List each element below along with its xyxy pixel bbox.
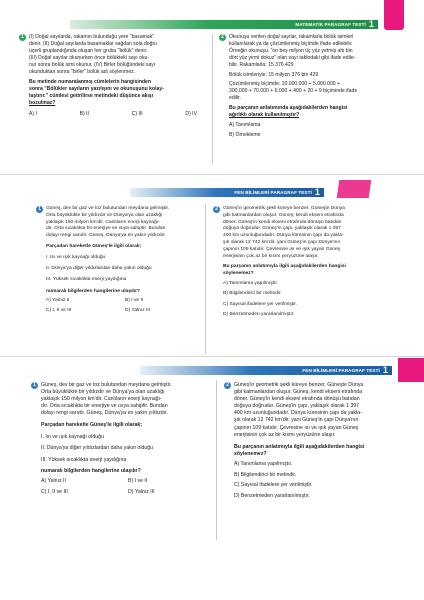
option-d[interactable]: D) Benzetmeden yararlanılmıştır. — [234, 492, 310, 499]
question-stem: Bu parçanın anlatımında aşağıdakilerden hangisi ağırlıklı olarak kullanılmıştır? — [229, 105, 348, 119]
bolukler-line: Bölük isimleriyle: 15 milyon 376 bin 429 — [229, 71, 319, 78]
option-a[interactable]: A) Tanımlama — [229, 121, 261, 128]
question-paragraph: Güneş, dev bir gaz ve toz bulutundan meydana gelmiştir. Orta büyüklükte bir yıldızdır ve Dünya'ya olan uzaklığı yaklaşık 150 milyon km'dir. Canlıların enerji kaynağı- dır. Orta sıcaklıkta bir enerjiye ve ısıya sahiptir. Bundan dolayı rengi sarıdır. Güneş, Dünya'ya en yakın yıldızdır. — [41, 382, 172, 417]
option-c[interactable]: C) Sayısal ifadelere yer verilmiştir. — [223, 301, 297, 307]
pink-corner-tab — [384, 0, 404, 30]
option-c[interactable]: C) I, II ve III — [41, 488, 68, 495]
question-stem: Bu parçanın anlatımıyla ilgili aşağıdakilerden hangisi söylenemez? — [223, 264, 346, 277]
option-b[interactable]: B) Bilgilendirici bir metindir. — [234, 471, 297, 478]
question-stem: Parçadan hareketle Güneş'le ilgili olarak; — [41, 422, 142, 429]
option-c[interactable]: C) Sayısal ifadelere yer verilmiştir. — [234, 482, 313, 489]
question-1 — [31, 382, 215, 496]
option-c[interactable]: C) I, II ve III — [46, 308, 72, 314]
answer-options — [41, 478, 215, 495]
question-paragraph: Güneş'in geometrik şekli küreye benzer. Güneşte Dünya gibi katmanlardan oluşur. Güneş; kendi ekseni etrafında döner. Güneş'in kendi ekseni etrafında dönüşü batıdan doğuya doğrudur. Güneş'in çapı, yaklaşık olarak 1 397 400 km uzunluğundadır. Dünya küresinin çapı da yakla- şık olarak 12 742 km'dir. yani Güneş'in çapı Dünya'nın çapının 109 katıdır. Çevresine ısı ve ışık yayan Güneş enerjisinin çok az bir kısmı yeryüzüne ulaşır. — [234, 382, 364, 438]
question-stem: Bu metinde numaralanmış cümlelerin hangisinden sonra "Bölükler sayıların yazılışını ve okunuşunu kolay- laştırır." cümlesi getirilirse metindeki düşünce akışı bozulmaz? — [29, 79, 164, 107]
page-banner — [140, 366, 392, 375]
question-1 — [19, 34, 209, 118]
question-stem-2: numaralı bilgilerden hangilerine ulaşılır? — [41, 468, 141, 475]
statement-i: I. Isı ve ışık kaynağı olduğu — [46, 254, 106, 260]
page-banner — [130, 188, 324, 197]
page-banner — [70, 20, 378, 29]
answer-options — [29, 111, 209, 118]
question-paragraph: Okunuşu verilen doğal sayılar, rakamlarla bölük isimleri kullanılarak ya da çözümlenmiş biçimde ifade edilebilir. Örneğin okunuşu, "on beş milyon üç yüz yetmiş altı bin dört yüz yirmi dokuz" olan sayı tablodaki gibi ifade edile- bilir. Rakamlarla: 15.376.429 — [229, 34, 356, 68]
option-a[interactable]: A) Tanımlama yapılmıştır. — [234, 460, 293, 467]
question-stem: Parçadan hareketle Güneş'le ilgili olarak; — [46, 243, 142, 249]
statement-ii: II. Dünya'ya diğer yıldızlardan daha yakın olduğu — [46, 266, 152, 272]
answer-options — [229, 122, 407, 139]
question-2 — [213, 206, 383, 322]
question-number-badge: 1 — [36, 206, 43, 213]
option-b[interactable]: B) I ve II — [125, 298, 144, 304]
question-paragraph: (I) Doğal sayılarda, rakamın bulunduğu yere "basamak" denir. (II) Doğal sayılarda basamaklar sağdan sola doğru üçerli gruplandığında oluşan her gruba "bölük" denir. (III) Doğal sayılar okunurken önce bölükteki sayı oku- nur sonra bölük ismi okunur. (IV) Birler bölüğündeki sayı okunduktan sonra "birler" bölük adı söylenmez. — [29, 34, 157, 75]
option-a[interactable]: A) Yalnız II — [46, 298, 70, 304]
statement-i: I. Isı ve ışık kaynağı olduğu — [41, 433, 104, 440]
cozumlenmis-text: Çözümlenmiş biçimde: 10.000.000 + 5.000.000 + 300.000 + 70.000 + 6.000 + 400 + 20 + 9 biçiminde ifade edilir. — [229, 81, 358, 102]
page-math-test — [0, 0, 424, 172]
page-separator — [0, 356, 424, 357]
question-stem-2: numaralı bilgilerden hangilerine ulaşılır? — [46, 288, 141, 294]
option-d[interactable]: D) IV — [185, 111, 197, 118]
option-a[interactable]: A) Tanımlama yapılmıştır. — [223, 280, 279, 286]
question-number-badge: 2 — [213, 206, 220, 213]
question-paragraph: Güneş, dev bir gaz ve toz bulutundan meydana gelmiştir. Orta büyüklükte bir yıldızdır ve Dünya'ya olan uzaklığı yaklaşık 150 milyon km'dir. Canlıların enerji kaynağı- dır. Orta sıcaklıkta bir enerjiye ve ısıya sahiptir. Bundan dolayı rengi sarıdır. Güneş, Dünya'ya en yakın yıldızdır. — [46, 206, 170, 239]
banner-title: FEN BİLİMLERİ PARAGRAF TESTİ — [302, 368, 380, 373]
banner-title: MATEMATİK PARAGRAF TESTİ — [295, 22, 366, 27]
column-divider — [212, 34, 213, 164]
question-number-badge: 1 — [19, 34, 26, 41]
option-c[interactable]: C) III — [131, 111, 143, 118]
column-divider — [205, 204, 206, 354]
statement-list — [46, 255, 204, 284]
question-1 — [36, 206, 204, 315]
option-b[interactable]: B) II — [79, 111, 89, 118]
answer-options — [46, 298, 204, 315]
banner-number: 1 — [382, 365, 388, 375]
option-b[interactable]: B) I ve II — [128, 478, 148, 485]
statement-iii: III. Yüksek sıcaklıkta enerji yaydığına — [41, 456, 127, 463]
statement-ii: II. Dünya'ya diğer yıldızlardan daha yakın olduğu — [41, 445, 154, 452]
question-stem: Bu parçanın anlatımıyla ilgili aşağıdakilerden hangisi söylenemez? — [234, 443, 365, 457]
question-number-badge: 1 — [31, 382, 38, 389]
option-d[interactable]: D) Yalnız III — [128, 488, 155, 495]
question-2 — [224, 382, 408, 503]
option-a[interactable]: A) Yalnız II — [41, 478, 66, 485]
page-science-test-copy — [0, 358, 424, 600]
pink-corner-tab — [337, 180, 372, 198]
pink-corner-tab — [398, 358, 424, 382]
question-number-badge: 2 — [219, 34, 226, 41]
page-separator — [0, 174, 424, 175]
option-b[interactable]: B) Örnekleme — [229, 132, 261, 139]
answer-options — [223, 281, 383, 319]
option-d[interactable]: D) Yalnız III — [125, 308, 151, 314]
option-d[interactable]: D) Benzetmeden yararlanılmıştır. — [223, 311, 295, 317]
banner-number: 1 — [314, 187, 320, 197]
option-b[interactable]: B) Bilgilendirici bir metindir. — [223, 291, 282, 297]
page-science-test — [0, 178, 424, 360]
banner-number: 1 — [368, 19, 374, 29]
column-divider — [216, 380, 217, 540]
question-number-badge: 2 — [224, 382, 231, 389]
question-2 — [219, 34, 407, 143]
statement-iii: III. Yüksek sıcaklıkta enerji yaydığına — [46, 277, 127, 283]
option-a[interactable]: A) I — [29, 111, 37, 118]
statement-list — [41, 434, 215, 464]
banner-title: FEN BİLİMLERİ PARAGRAF TESTİ — [234, 190, 312, 195]
question-paragraph: Güneş'in geometrik şekli küreye benzer. Güneşte Dünya gibi katmanlardan oluşur. Güneş; kendi ekseni etrafında döner. Güneş'in kendi ekseni etrafında dönüşü batıdan doğuya doğrudur. Güneş'in çapı, yaklaşık olarak 1 397 400 km uzunluğundadır. Dünya küresinin çapı da yakla- şık olarak 12 742 km'dir. yani Güneş'in çapı Dünya'nın çapının 109 katıdır. Çevresine ısı ve ışık yayan Güneş enerjisinin çok az bir kısmı yeryüzüne ulaşır. — [223, 206, 345, 259]
answer-options — [234, 461, 408, 500]
